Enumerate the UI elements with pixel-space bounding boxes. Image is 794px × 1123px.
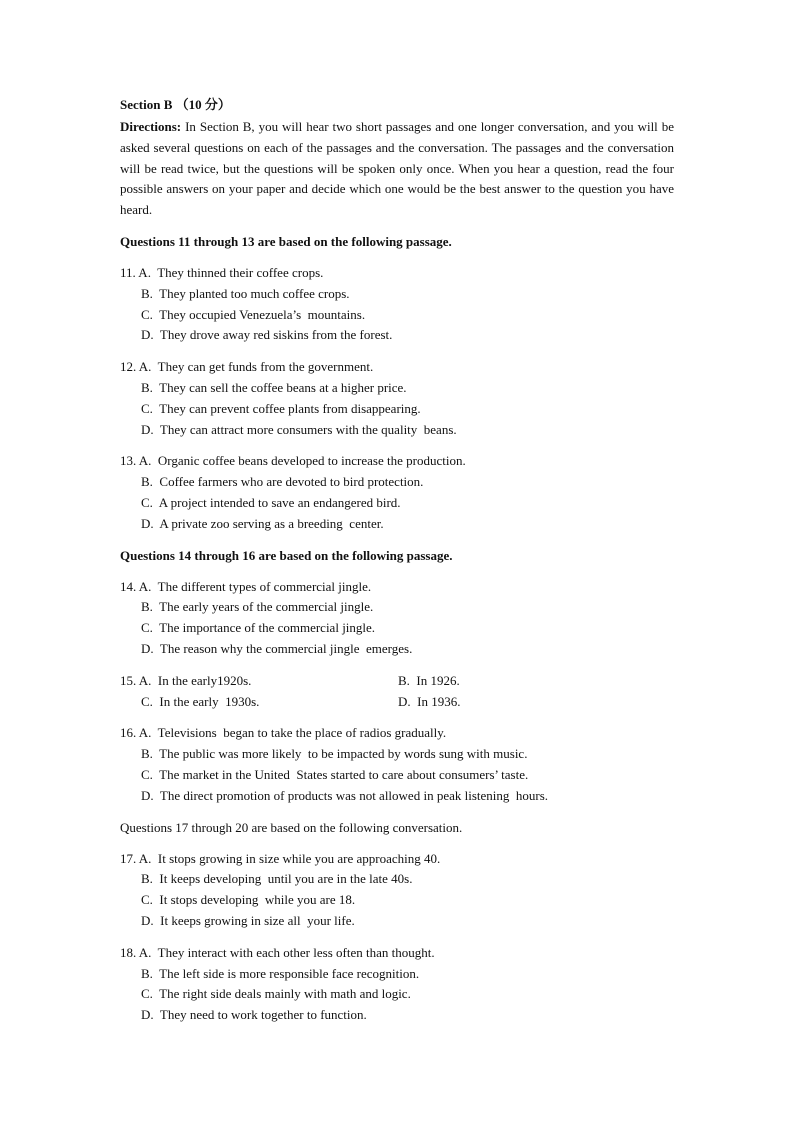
question-11 [120, 263, 674, 346]
question-12-option-b: B. They can sell the coffee beans at a higher price. [141, 379, 407, 395]
question-16-option-d: D. The direct promotion of products was not allowed in peak listening hours. [141, 787, 549, 803]
question-16-option-c: C. The market in the United States started to care about consumers’ taste. [141, 766, 529, 782]
question-12-option-c: C. They can prevent coffee plants from disappearing. [141, 400, 421, 416]
question-17-option-a: 17. A. It stops growing in size while you are approaching 40. [120, 850, 441, 866]
group-header-11-13: Questions 11 through 13 are based on the following passage. [120, 233, 452, 249]
question-17-option-c: C. It stops developing while you are 18. [141, 892, 356, 908]
question-18-option-c: C. The right side deals mainly with math and logic. [141, 986, 411, 1002]
question-15-option-b: B. In 1926. [398, 672, 460, 688]
section-title: Section B （10 分） [120, 97, 231, 112]
question-14-option-c: C. The importance of the commercial jingle. [141, 620, 376, 636]
exam-page [120, 95, 674, 1026]
question-16 [120, 723, 674, 806]
question-11-option-c: C. They occupied Venezuela’s mountains. [141, 306, 366, 322]
group-header-14-16: Questions 14 through 16 are based on the following passage. [120, 547, 453, 563]
question-14-option-a: 14. A. The different types of commercial jingle. [120, 578, 372, 594]
question-17-option-d: D. It keeps growing in size all your life. [141, 912, 355, 928]
question-18-option-a: 18. A. They interact with each other less often than thought. [120, 944, 435, 960]
question-14-option-d: D. The reason why the commercial jingle emerges. [141, 640, 413, 656]
question-18-option-d: D. They need to work together to function. [141, 1007, 367, 1023]
question-11-option-d: D. They drove away red siskins from the forest. [141, 327, 393, 343]
question-13-option-a: 13. A. Organic coffee beans developed to increase the production. [120, 453, 466, 469]
question-18-option-b: B. The left side is more responsible face recognition. [141, 965, 420, 981]
question-14 [120, 577, 674, 660]
question-15-option-d: D. In 1936. [398, 693, 461, 709]
question-16-option-a: 16. A. Televisions began to take the place of radios gradually. [120, 725, 447, 741]
question-12-option-a: 12. A. They can get funds from the government. [120, 359, 374, 375]
question-12 [120, 357, 674, 440]
question-13-option-c: C. A project intended to save an endangered bird. [141, 494, 401, 510]
question-17-option-b: B. It keeps developing until you are in the late 40s. [141, 871, 413, 887]
question-18 [120, 943, 674, 1026]
question-15-row-2 [120, 692, 674, 713]
question-13-option-d: D. A private zoo serving as a breeding center. [141, 515, 384, 531]
question-15-option-c: C. In the early 1930s. [141, 693, 260, 709]
question-16-option-b: B. The public was more likely to be impacted by words sung with music. [141, 746, 528, 762]
directions-label: Directions: [120, 119, 182, 134]
group-header-17-20: Questions 17 through 20 are based on the following conversation. [120, 819, 463, 835]
question-17 [120, 849, 674, 932]
question-12-option-d: D. They can attract more consumers with the quality beans. [141, 421, 457, 437]
question-15 [120, 671, 674, 713]
question-13-option-b: B. Coffee farmers who are devoted to bird protection. [141, 474, 424, 490]
question-14-option-b: B. The early years of the commercial jingle. [141, 599, 374, 615]
directions-paragraph [120, 117, 674, 221]
question-13 [120, 451, 674, 534]
question-15-row-1 [120, 671, 674, 692]
question-11-option-a: 11. A. They thinned their coffee crops. [120, 264, 324, 280]
question-15-option-a: 15. A. In the early1920s. [120, 672, 252, 688]
question-11-option-b: B. They planted too much coffee crops. [141, 285, 350, 301]
directions-text: In Section B, you will hear two short passages and one longer conversation, and you will be asked several questions on each of the passages and the conversation. The passages and the conversation will be read twice, but the questions will be spoken only once. When you hear a question, read the four possible answers on your paper and decide which one would be the best answer to the question you have heard. [120, 119, 674, 218]
